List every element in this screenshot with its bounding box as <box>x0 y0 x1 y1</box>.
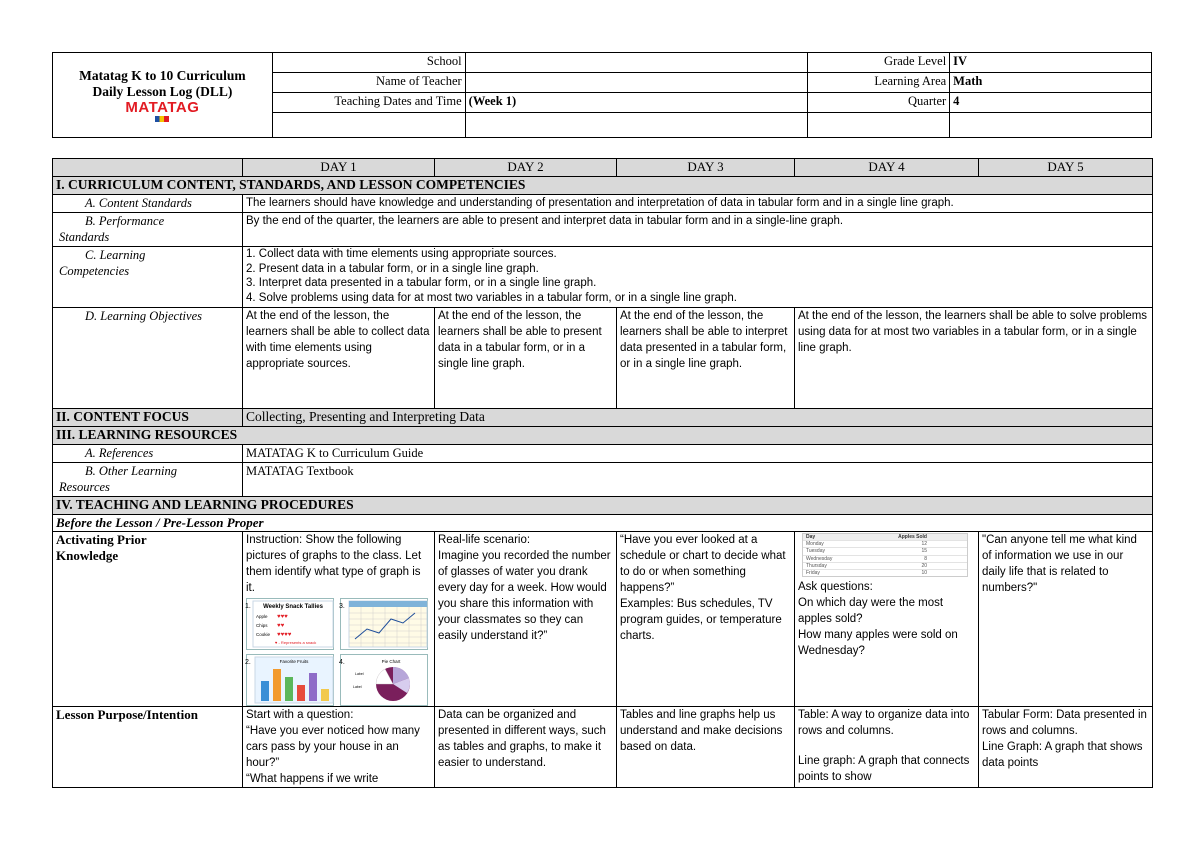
school-label: School <box>272 53 465 73</box>
definition-text: Tabular Form: Data presented in rows and columns. <box>982 709 1147 737</box>
section-heading: II. CONTENT FOCUS <box>53 409 243 427</box>
day-cell: Wednesday <box>806 555 833 562</box>
label-text: A. Content Standards <box>85 196 192 210</box>
purpose-day3: Tables and line graphs help us understand and make decisions based on data. <box>617 707 795 788</box>
day-cell: Friday <box>806 570 820 577</box>
blank-cell <box>950 113 1152 138</box>
graph-thumbnails <box>246 598 431 706</box>
lesson-log-table <box>52 158 1153 788</box>
label-text: A. References <box>85 446 154 460</box>
purpose-day5 <box>979 707 1153 788</box>
definition-text: Line Graph: A graph that shows data points <box>982 741 1143 769</box>
table-row <box>803 569 967 576</box>
content-focus-text: Collecting, Presenting and Interpreting Data <box>243 409 1153 427</box>
references-text: MATATAG K to Curriculum Guide <box>243 445 1153 463</box>
bar-graph-thumbnail <box>246 654 334 706</box>
column-header: Apples Sold <box>898 534 927 540</box>
competency-item: 4. Solve problems using data for at most two variables in a tabular form, or in a single line graph. <box>246 291 737 304</box>
question-text: How many apples were sold on Wednesday? <box>798 629 958 658</box>
thumbnail-number: 2. <box>245 659 251 666</box>
section-heading: I. CURRICULUM CONTENT, STANDARDS, AND LESSON COMPETENCIES <box>53 177 1153 195</box>
objective-day1: At the end of the lesson, the learners shall be able to collect data with time elements using appropriate sources. <box>243 308 435 409</box>
activating-day4 <box>795 532 979 707</box>
pictograph-thumbnail <box>246 598 334 650</box>
value-cell: 10 <box>921 570 927 577</box>
label-text: Activating Prior <box>56 532 147 547</box>
table-row <box>803 562 967 569</box>
examples-text: Examples: Bus schedules, TV program guides, or temperature charts. <box>620 598 782 642</box>
content-standards-label <box>53 195 243 213</box>
competency-item: 3. Interpret data presented in a tabular form, or in a single line graph. <box>246 277 597 289</box>
table-row <box>803 540 967 547</box>
purpose-day4 <box>795 707 979 788</box>
other-resources-label <box>53 463 243 497</box>
matatag-logo: MATATAG <box>125 99 200 116</box>
activating-label <box>53 532 243 707</box>
blank-cell <box>465 113 808 138</box>
performance-standards-text: By the end of the quarter, the learners are able to present and interpret data in tabular form and in a single-line graph. <box>243 213 1153 247</box>
grade-level-label: Grade Level <box>808 53 950 73</box>
dll-header-table <box>52 52 1152 138</box>
question-text: “Have you ever noticed how many cars pass by your house in an hour?” <box>246 725 420 769</box>
svg-text:Label: Label <box>355 672 364 676</box>
question-text: “Have you ever looked at a schedule or chart to decide what to do or when something happens?” <box>620 534 786 594</box>
competency-item: 2. Present data in a tabular form, or in a single line graph. <box>246 262 539 275</box>
day-cell: Monday <box>806 541 824 548</box>
svg-text:♥♥♥: ♥♥♥ <box>277 614 288 620</box>
learning-area-field[interactable]: Math <box>950 73 1152 93</box>
content-standards-text: The learners should have knowledge and understanding of presentation and interpretation of data in tabular form and in a single line graph. <box>243 195 1153 213</box>
day-cell: Tuesday <box>806 548 825 555</box>
other-resources-text: MATATAG Textbook <box>243 463 1153 497</box>
spacer <box>798 739 975 753</box>
svg-text:Apple: Apple <box>256 614 268 619</box>
svg-text:Pie Chart: Pie Chart <box>381 659 401 664</box>
school-field[interactable] <box>465 53 808 73</box>
objectives-label <box>53 308 243 409</box>
day-header: DAY 1 <box>243 159 435 177</box>
purpose-day2: Data can be organized and presented in different ways, such as tables and graphs, to make it easier to understand. <box>435 707 617 788</box>
logo-tagline <box>56 116 269 122</box>
day-header: DAY 3 <box>617 159 795 177</box>
purpose-day1 <box>243 707 435 788</box>
objective-day2: At the end of the lesson, the learners shall be able to present data in a tabular form, or in a single line graph. <box>435 308 617 409</box>
activating-day5: "Can anyone tell me what kind of information we use in our daily life that is related to numbers?" <box>979 532 1153 707</box>
activating-day1 <box>243 532 435 707</box>
scenario-text: Imagine you recorded the number of glasses of water you drank every day for a week. How would you share this information with your classmates so they can easily understand it?” <box>438 550 611 642</box>
day-header: DAY 5 <box>979 159 1153 177</box>
objective-day3: At the end of the lesson, the learners shall be able to interpret data presented in a tabular form, or in a single line graph. <box>617 308 795 409</box>
before-lesson-heading: Before the Lesson / Pre-Lesson Proper <box>53 515 1153 532</box>
column-header: Day <box>806 534 816 540</box>
label-text: D. Learning Objectives <box>85 309 202 323</box>
competencies-label <box>53 247 243 308</box>
thumbnail-number: 1. <box>245 603 251 610</box>
competencies-list <box>243 247 1153 308</box>
section-heading: IV. TEACHING AND LEARNING PROCEDURES <box>53 497 1153 515</box>
prompt-label: Start with a question: <box>246 709 354 721</box>
header-title-cell <box>53 53 273 138</box>
definition-text: Table: A way to organize data into rows and columns. <box>798 709 970 737</box>
learning-area-label: Learning Area <box>808 73 950 93</box>
svg-text:♥ - Represents a snack: ♥ - Represents a snack <box>275 640 317 645</box>
svg-text:Cookie: Cookie <box>256 632 271 637</box>
label-text: B. Other Learning <box>85 464 178 478</box>
label-text: Competencies <box>59 264 130 278</box>
question-text: On which day were the most apples sold? <box>798 597 944 626</box>
blank-cell <box>808 113 950 138</box>
blank-cell <box>272 113 465 138</box>
svg-text:♥♥♥♥: ♥♥♥♥ <box>277 632 292 638</box>
day-cell: Thursday <box>806 562 827 569</box>
label-text: Resources <box>59 480 110 494</box>
instruction-text: Instruction: Show the following pictures of graphs to the class. Let them identify what type of graph is it. <box>246 534 422 594</box>
day-header: DAY 2 <box>435 159 617 177</box>
svg-text:Favorite Fruits: Favorite Fruits <box>279 659 309 664</box>
value-cell: 12 <box>921 541 927 548</box>
definition-text: Line graph: A graph that connects points to show <box>798 755 970 783</box>
question-text: “What happens if we write <box>246 773 379 785</box>
quarter-field[interactable]: 4 <box>950 93 1152 113</box>
svg-text:Weekly Snack Tallies: Weekly Snack Tallies <box>263 604 323 610</box>
dll-title: Daily Lesson Log (DLL) <box>92 84 233 99</box>
curriculum-title: Matatag K to 10 Curriculum <box>79 68 246 83</box>
pie-chart-thumbnail <box>340 654 428 706</box>
value-cell: 20 <box>921 562 927 569</box>
activating-day2 <box>435 532 617 707</box>
dates-field[interactable]: (Week 1) <box>465 93 808 113</box>
teacher-label: Name of Teacher <box>272 73 465 93</box>
competency-item: 1. Collect data with time elements using appropriate sources. <box>246 248 557 260</box>
value-cell: 8 <box>924 555 927 562</box>
table-row <box>803 555 967 562</box>
section-heading: III. LEARNING RESOURCES <box>53 427 1153 445</box>
thumbnail-number: 3. <box>339 603 345 610</box>
svg-text:♥♥: ♥♥ <box>277 623 285 629</box>
value-cell: 15 <box>921 548 927 555</box>
dates-label: Teaching Dates and Time <box>272 93 465 113</box>
line-graph-thumbnail <box>340 598 428 650</box>
purpose-label: Lesson Purpose/Intention <box>53 707 243 788</box>
apples-sold-table <box>802 533 968 577</box>
logo-flag-icon <box>155 116 169 122</box>
label-text: Knowledge <box>56 548 119 563</box>
corner-cell <box>53 159 243 177</box>
thumbnail-number: 4. <box>339 659 345 666</box>
svg-text:Label: Label <box>353 685 362 689</box>
svg-text:Chips: Chips <box>256 623 268 628</box>
label-text: B. Performance <box>85 214 165 228</box>
activating-day3 <box>617 532 795 707</box>
performance-standards-label <box>53 213 243 247</box>
label-text: C. Learning <box>85 248 146 262</box>
scenario-label: Real-life scenario: <box>438 534 531 546</box>
grade-level-field[interactable]: IV <box>950 53 1152 73</box>
objective-day4-5: At the end of the lesson, the learners shall be able to solve problems using data for at most two variables in a tabular form, or in a single line graph. <box>795 308 1153 409</box>
quarter-label: Quarter <box>808 93 950 113</box>
teacher-field[interactable] <box>465 73 808 93</box>
table-row <box>803 547 967 554</box>
label-text: Standards <box>59 230 110 244</box>
ask-label: Ask questions: <box>798 581 873 594</box>
day-header: DAY 4 <box>795 159 979 177</box>
references-label <box>53 445 243 463</box>
